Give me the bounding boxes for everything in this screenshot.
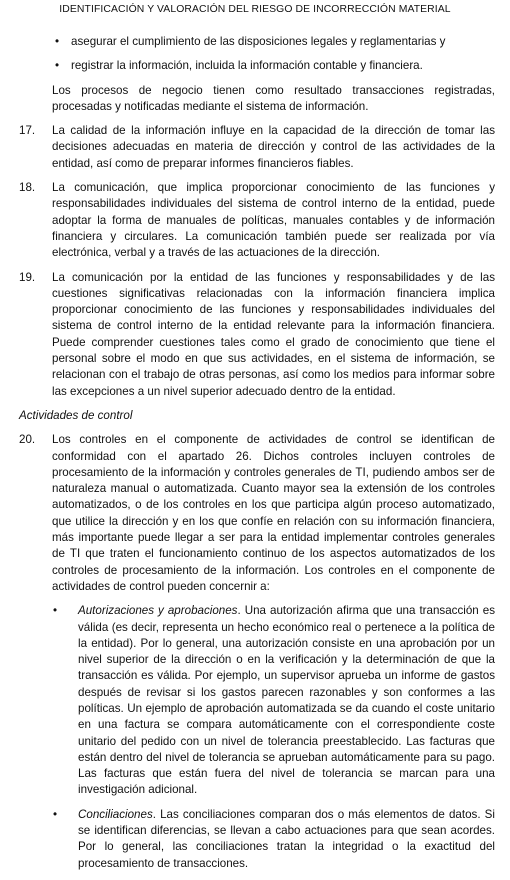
list-item (19, 807, 495, 872)
list-item-term: Conciliaciones (78, 807, 153, 821)
numbered-paragraph-19 (19, 270, 495, 400)
bullet-icon: • (53, 807, 58, 821)
paragraph-number: 19. (19, 270, 36, 284)
paragraph-processes: Los procesos de negocio tienen como resultado transacciones registradas, procesadas y notificadas mediante el sistema de información. (52, 83, 495, 113)
bullet-icon: • (53, 604, 58, 618)
list-item-term: Autorizaciones y aprobaciones (78, 604, 238, 618)
paragraph-text: La comunicación por la entidad de las funciones y responsabilidades y de las cuestiones significativas relacionadas con la información financiera implica proporcionar conocimiento de las funciones y responsabilidades individuales del sistema de control interno de la entidad relevante para la información financiera. Puede comprender cuestiones tales como el grado de conocimiento que tiene el personal sobre el modo en que sus actividades, en el sistema de información, se relacionan con el trabajo de otras personas, así como los medios para informar sobre las excepciones a un nivel superior adecuado dentro de la entidad. (52, 270, 495, 398)
paragraph-number: 18. (19, 181, 36, 195)
paragraph-text: La comunicación, que implica proporcionar conocimiento de las funciones y responsabilidades individuales del sistema de control interno de la entidad, puede adoptar la forma de manuales de políticas, manuales contables y de información financiera y circulares. La comunicación también puede ser realizada por vía electrónica, verbal y a través de las actuaciones de la dirección. (52, 181, 495, 260)
list-item-text: . Una autorización afirma que una transacción es válida (es decir, representa un hecho económico real o pertenece a la política de la entidad). Por lo general, una autorización consiste en una aprobación por un nivel superior de la dirección o en la verificación y la determinación de que la transacción es válida. Por ejemplo, un supervisor aprueba un informe de gastos después de revisar si los gastos parecen razonables y son conformes a las políticas. Un ejemplo de aprobación automatizada se da cuando el coste unitario en una factura se compara automáticamente con el correspondiente coste unitario del pedido con un nivel de tolerancia preestablecido. Las facturas que están dentro del nivel de tolerancia se aprueban automáticamente para su pago. Las facturas que están fuera del nivel de tolerancia se marcan para una investigación adicional. (78, 604, 495, 797)
list-item-text: asegurar el cumplimiento de las disposiciones legales y reglamentarias y (71, 35, 446, 48)
paragraph-text: Los controles en el componente de actividades de control se identifican de conformidad con el apartado 26. Dichos controles incluyen controles de procesamiento de la información y controles generales de TI, pudiendo ambos ser de naturaleza manual o automatizada. Cuanto mayor sea la extensión de los controles automatizados, o de los controles en los que participa algún proceso automatizado, que utilice la dirección y en los que confíe en relación con su información financiera, más importante puede llegar a ser para la entidad implementar controles generales de TI que traten el funcionamiento continuo de los aspectos automatizados de los controles de procesamiento de la información. Los controles en el componente de actividades de control pueden concernir a: (52, 433, 495, 593)
document-body (19, 34, 495, 880)
list-item (19, 603, 495, 799)
list-item (19, 58, 495, 74)
list-item-text: registrar la información, incluida la información contable y financiera. (71, 59, 423, 73)
numbered-paragraph-17 (19, 123, 495, 172)
bullet-icon: • (55, 35, 60, 48)
list-item (19, 34, 495, 50)
list-item-text: . Las conciliaciones comparan dos o más elementos de datos. Si se identifican diferencias, se llevan a cabo actuaciones para que sean acordes. Por lo general, las conciliaciones tratan la integridad o la exactitud del procesamiento de transacciones. (78, 807, 495, 870)
bullet-icon: • (55, 59, 60, 73)
numbered-paragraph-18 (19, 180, 495, 261)
paragraph-number: 17. (19, 124, 36, 138)
numbered-paragraph-20 (19, 432, 495, 595)
section-heading: Actividades de control (19, 408, 133, 422)
paragraph-text: La calidad de la información influye en la capacidad de la dirección de tomar las decisiones adecuadas en materia de dirección y control de las actividades de la entidad, así como de preparar informes financieros fiables. (52, 124, 495, 170)
running-header: IDENTIFICACIÓN Y VALORACIÓN DEL RIESGO DE INCORRECCIÓN MATERIAL (59, 4, 451, 15)
paragraph-number: 20. (19, 433, 36, 447)
